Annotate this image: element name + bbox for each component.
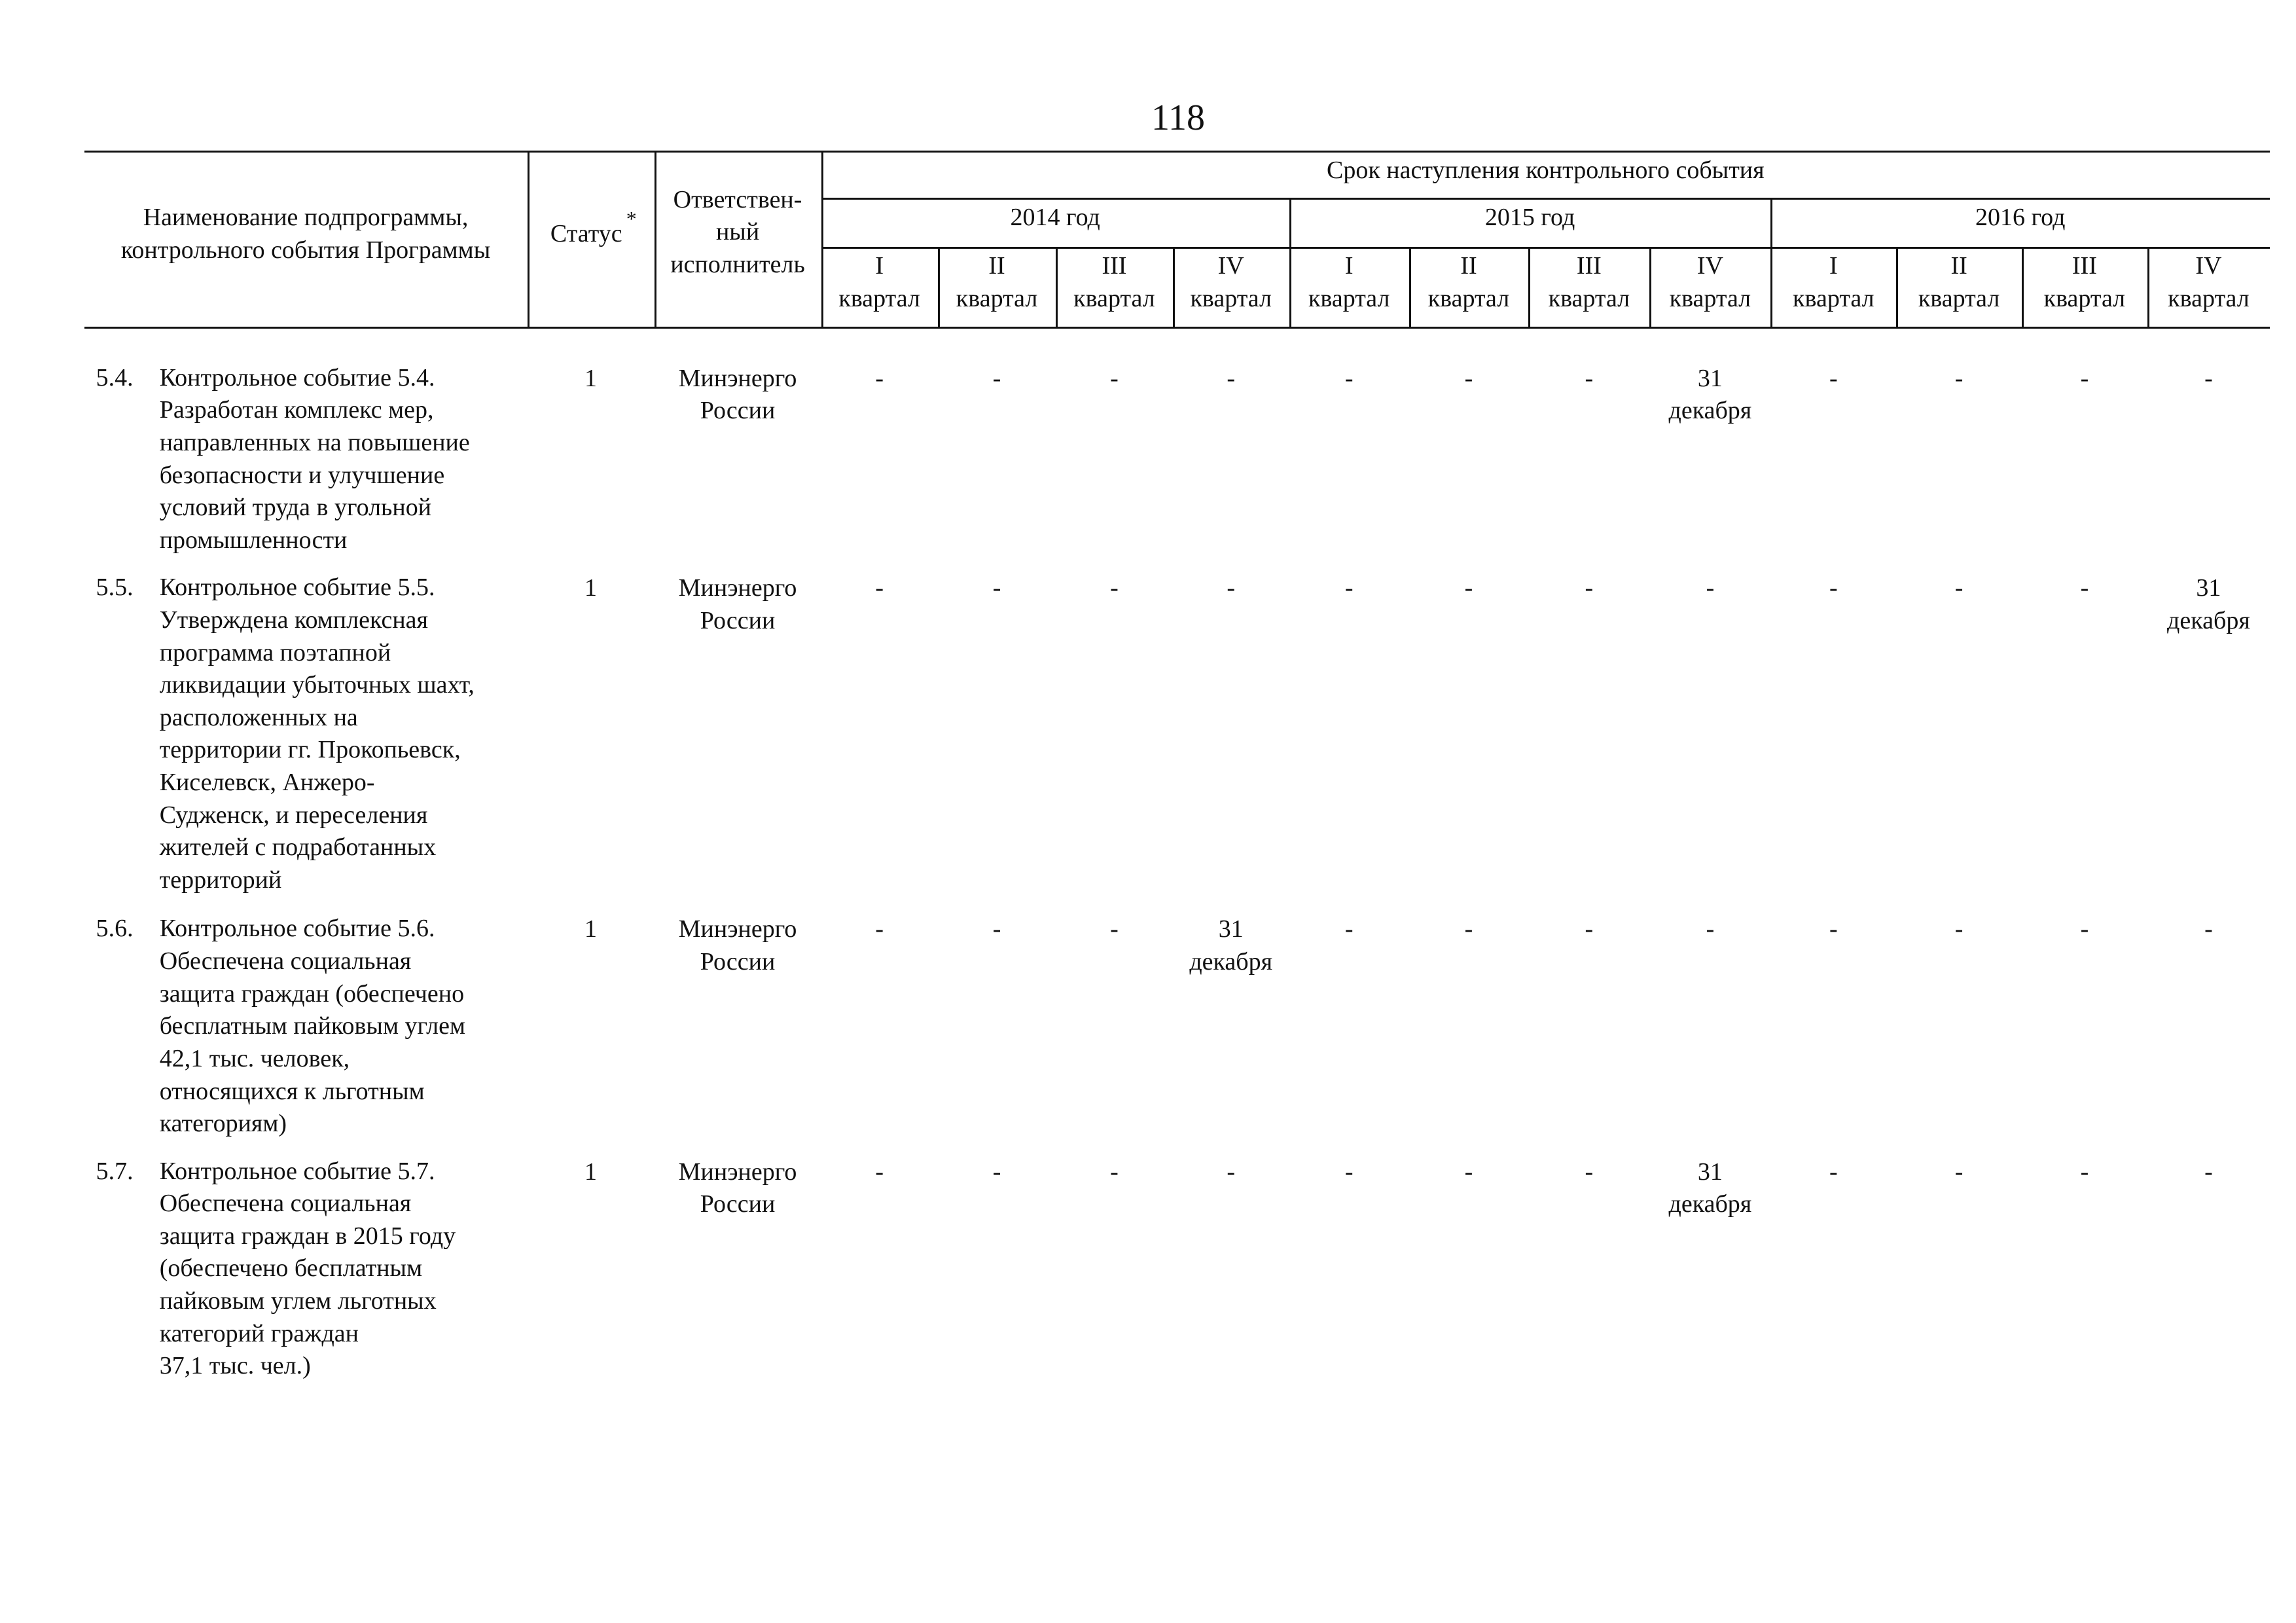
header-quarter-number: II xyxy=(1950,252,1967,280)
quarter-cell-dash: - xyxy=(992,574,1001,602)
quarter-cell-date: 31 xyxy=(1697,364,1723,392)
header-name-label: контрольного события Программы xyxy=(120,236,491,264)
quarter-cell-dash: - xyxy=(1954,364,1964,392)
row-description-line: Обеспечена социальная xyxy=(159,1190,412,1218)
quarter-cell-dash: - xyxy=(875,1158,884,1186)
row-description-line: категорий граждан xyxy=(159,1319,359,1347)
header-quarter-label: квартал xyxy=(1669,284,1751,312)
row-description-line: Утверждена комплексная xyxy=(159,606,429,634)
header-quarter-label: квартал xyxy=(1918,284,2000,312)
page-number: 118 xyxy=(1151,98,1205,138)
quarter-cell-dash: - xyxy=(2204,915,2213,943)
quarter-cell-dash: - xyxy=(1954,574,1964,602)
header-quarter-label: квартал xyxy=(1190,284,1272,312)
header-status-asterisk: * xyxy=(626,207,637,231)
term-title-rule xyxy=(821,198,2270,200)
quarter-cell-date: декабря xyxy=(1189,948,1273,976)
header-quarter-number: I xyxy=(1344,252,1354,280)
header-quarter-label: квартал xyxy=(1427,284,1510,312)
row-status: 1 xyxy=(584,574,598,602)
header-quarter-number: IV xyxy=(2195,252,2222,280)
quarter-cell-dash: - xyxy=(2080,364,2089,392)
row-description-line: защита граждан (обеспечено xyxy=(159,979,465,1008)
quarter-cell-dash: - xyxy=(1829,1158,1838,1186)
header-quarter-label: квартал xyxy=(1073,284,1155,312)
row-description-line: Разработан комплекс мер, xyxy=(159,396,434,424)
row-description-line: категориям) xyxy=(159,1110,287,1138)
row-number: 5.6. xyxy=(96,915,134,943)
quarter-cell-dash: - xyxy=(1464,364,1473,392)
quarter-cell-dash: - xyxy=(875,915,884,943)
header-quarter-label: квартал xyxy=(956,284,1038,312)
quarter-cell-dash: - xyxy=(1110,915,1119,943)
header-quarter-label: квартал xyxy=(1793,284,1874,312)
quarter-cell-dash: - xyxy=(992,915,1001,943)
row-description-line: условий труда в угольной xyxy=(159,494,432,522)
header-executor-label: Ответствен- xyxy=(673,185,802,213)
row-description-line: Контрольное событие 5.4. xyxy=(159,363,435,392)
quarter-cell-dash: - xyxy=(1585,364,1594,392)
quarter-cell-date: 31 xyxy=(1218,915,1244,943)
quarter-cell-dash: - xyxy=(1110,364,1119,392)
quarter-cell-dash: - xyxy=(2204,364,2213,392)
header-term-title: Срок наступления контрольного события xyxy=(1326,156,1765,184)
row-description-line: территорий xyxy=(159,866,282,894)
quarter-cell-dash: - xyxy=(992,1158,1001,1186)
row-executor: России xyxy=(700,948,776,976)
row-executor: России xyxy=(700,606,776,634)
header-quarter-label: квартал xyxy=(2043,284,2126,312)
quarter-cell-dash: - xyxy=(1344,364,1354,392)
row-executor: России xyxy=(700,397,776,425)
row-description-line: Обеспечена социальная xyxy=(159,947,412,976)
quarter-cell-date: декабря xyxy=(2167,606,2250,634)
quarter-cell-date: 31 xyxy=(2196,574,2221,602)
row-description-line: (обеспечено бесплатным xyxy=(159,1254,423,1283)
row-description-line: Судженск, и переселения xyxy=(159,801,428,829)
row-status: 1 xyxy=(584,915,598,943)
row-executor: Минэнерго xyxy=(678,574,797,602)
quarter-cell-dash: - xyxy=(1227,574,1236,602)
row-description-line: направленных на повышение xyxy=(159,429,470,457)
header-quarter-label: квартал xyxy=(838,284,920,312)
header-quarter-number: IV xyxy=(1217,252,1244,280)
quarter-cell-dash: - xyxy=(1954,915,1964,943)
quarter-cell-dash: - xyxy=(1464,1158,1473,1186)
quarter-cell-dash: - xyxy=(1227,1158,1236,1186)
quarter-cell-dash: - xyxy=(1585,915,1594,943)
quarter-cell-dash: - xyxy=(1110,574,1119,602)
header-quarter-number: I xyxy=(875,252,884,280)
header-quarter-number: II xyxy=(988,252,1005,280)
row-description-line: безопасности и улучшение xyxy=(159,461,445,489)
row-executor: России xyxy=(700,1190,776,1218)
row-description-line: ликвидации убыточных шахт, xyxy=(159,671,475,699)
row-description-line: программа поэтапной xyxy=(159,638,391,666)
quarter-cell-dash: - xyxy=(1585,1158,1594,1186)
quarter-cell-date: 31 xyxy=(1697,1158,1723,1186)
header-executor-label: исполнитель xyxy=(670,251,805,279)
quarter-cell-dash: - xyxy=(875,364,884,392)
quarter-cell-dash: - xyxy=(1344,1158,1354,1186)
quarter-cell-dash: - xyxy=(1829,574,1838,602)
header-quarter-number: I xyxy=(1829,252,1838,280)
quarter-cell-dash: - xyxy=(1585,574,1594,602)
row-executor: Минэнерго xyxy=(678,915,797,943)
header-quarter-number: II xyxy=(1460,252,1477,280)
quarter-cell-dash: - xyxy=(1344,915,1354,943)
quarter-cell-dash: - xyxy=(2204,1158,2213,1186)
header-quarter-number: III xyxy=(1102,252,1127,280)
row-description-line: 42,1 тыс. человек, xyxy=(159,1045,350,1073)
header-name-label: Наименование подпрограммы, xyxy=(143,203,469,231)
row-number: 5.7. xyxy=(96,1157,134,1185)
row-description-line: промышленности xyxy=(159,526,348,555)
row-description-line: Контрольное событие 5.6. xyxy=(159,915,435,943)
header-executor-label: ный xyxy=(715,218,760,246)
quarter-cell-dash: - xyxy=(1344,574,1354,602)
quarter-cell-dash: - xyxy=(1829,364,1838,392)
row-description-line: Контрольное событие 5.7. xyxy=(159,1157,435,1185)
row-description-line: бесплатным пайковым углем xyxy=(159,1012,466,1040)
row-status: 1 xyxy=(584,364,598,392)
header-bottom-rule xyxy=(84,327,2270,329)
header-quarter-label: квартал xyxy=(1548,284,1630,312)
quarter-cell-date: декабря xyxy=(1668,1190,1752,1218)
row-description-line: относящихся к льготным xyxy=(159,1077,425,1105)
row-description-line: территории гг. Прокопьевск, xyxy=(159,736,461,764)
header-year: 2016 год xyxy=(1975,203,2066,231)
quarter-cell-dash: - xyxy=(2080,574,2089,602)
quarter-cell-dash: - xyxy=(1464,915,1473,943)
quarter-cell-dash: - xyxy=(2080,1158,2089,1186)
row-executor: Минэнерго xyxy=(678,1158,797,1186)
quarter-cell-dash: - xyxy=(1464,574,1473,602)
quarter-cell-dash: - xyxy=(1706,574,1715,602)
quarter-cell-dash: - xyxy=(1110,1158,1119,1186)
row-description-line: расположенных на xyxy=(159,703,358,731)
row-number: 5.4. xyxy=(96,363,134,392)
row-description-line: Контрольное событие 5.5. xyxy=(159,574,435,602)
row-status: 1 xyxy=(584,1158,598,1186)
row-description-line: жителей с подработанных xyxy=(159,833,437,862)
quarter-cell-date: декабря xyxy=(1668,397,1752,425)
quarter-cell-dash: - xyxy=(1829,915,1838,943)
quarter-cell-dash: - xyxy=(992,364,1001,392)
header-quarter-number: IV xyxy=(1696,252,1723,280)
row-number: 5.5. xyxy=(96,574,134,602)
header-quarter-number: III xyxy=(2072,252,2097,280)
table-top-rule xyxy=(84,151,2270,153)
row-executor: Минэнерго xyxy=(678,364,797,392)
row-description-line: 37,1 тыс. чел.) xyxy=(159,1352,311,1380)
quarter-cell-dash: - xyxy=(1227,364,1236,392)
row-description-line: Киселевск, Анжеро- xyxy=(159,769,375,797)
header-quarter-label: квартал xyxy=(1308,284,1390,312)
row-description-line: защита граждан в 2015 году xyxy=(159,1222,456,1250)
header-year: 2014 год xyxy=(1010,203,1100,231)
quarter-cell-dash: - xyxy=(2080,915,2089,943)
year-rule xyxy=(821,247,2270,249)
header-quarter-number: III xyxy=(1576,252,1602,280)
row-description-line: пайковым углем льготных xyxy=(159,1287,437,1315)
quarter-cell-dash: - xyxy=(1706,915,1715,943)
quarter-cell-dash: - xyxy=(875,574,884,602)
header-year: 2015 год xyxy=(1484,203,1575,231)
header-status-label: Статус xyxy=(550,219,622,247)
quarter-cell-dash: - xyxy=(1954,1158,1964,1186)
header-quarter-label: квартал xyxy=(2168,284,2250,312)
